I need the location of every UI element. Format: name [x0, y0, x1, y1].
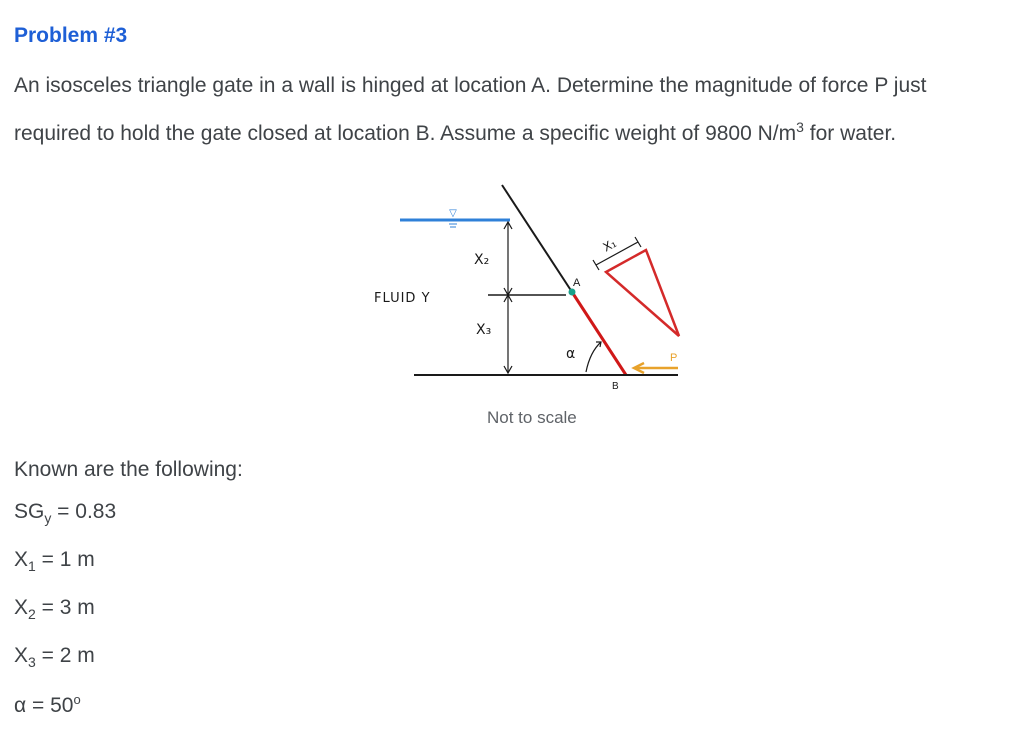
problem-text-part1: An isosceles triangle gate in a wall is hinged at location A. Determine the magnitude of force P just required to hold the gate closed at location B. Assume a specific weight of 9800 N/m [14, 74, 927, 145]
known-sg-sub: y [44, 510, 52, 527]
problem-title: Problem #3 [14, 24, 128, 47]
x1-tick-left [593, 260, 599, 270]
gate-segment [572, 292, 626, 375]
known-sg-value: = 0.83 [51, 500, 117, 523]
known-x3-name: X [14, 644, 29, 667]
known-values-list [14, 500, 116, 740]
known-x1-name: X [14, 548, 29, 571]
gate-diagram [360, 178, 700, 403]
label-x1: X₁ [600, 235, 619, 255]
x1-tick-right [635, 237, 641, 247]
known-x1 [14, 548, 116, 596]
known-x2-sub: 2 [28, 606, 36, 623]
label-x3: X₃ [476, 322, 492, 338]
problem-text-part2: for water. [803, 122, 897, 145]
known-x1-value: = 1 m [35, 548, 95, 571]
label-p: P [670, 352, 678, 364]
known-sg-name: SG [14, 500, 45, 523]
fluid-label: FLUID Y [374, 291, 431, 306]
known-alpha [14, 692, 116, 740]
inclined-wall [502, 185, 572, 292]
angle-arc [586, 342, 601, 372]
known-alpha-name: α = 50 [14, 694, 74, 717]
hinge-a [569, 289, 576, 296]
known-x3-sub: 3 [28, 654, 36, 671]
known-heading: Known are the following: [14, 458, 243, 481]
label-b: B [612, 381, 619, 392]
gate-diagram-svg [360, 178, 700, 398]
known-x3-value: = 2 m [35, 644, 95, 667]
known-x2-value: = 3 m [35, 596, 95, 619]
label-a: A [573, 277, 581, 289]
figure-caption: Not to scale [487, 408, 577, 427]
known-x3 [14, 644, 116, 692]
known-x1-sub: 1 [28, 558, 36, 575]
problem-text-exponent: 3 [796, 119, 804, 135]
label-x2: X₂ [474, 252, 490, 268]
label-alpha: α [566, 346, 576, 362]
known-x2-name: X [14, 596, 29, 619]
known-sg [14, 500, 116, 548]
triangle-gate [606, 250, 679, 336]
known-x2 [14, 596, 116, 644]
known-alpha-sup: o [73, 692, 81, 707]
problem-statement [14, 62, 1004, 158]
water-surface-symbol: ▽ [449, 208, 457, 219]
